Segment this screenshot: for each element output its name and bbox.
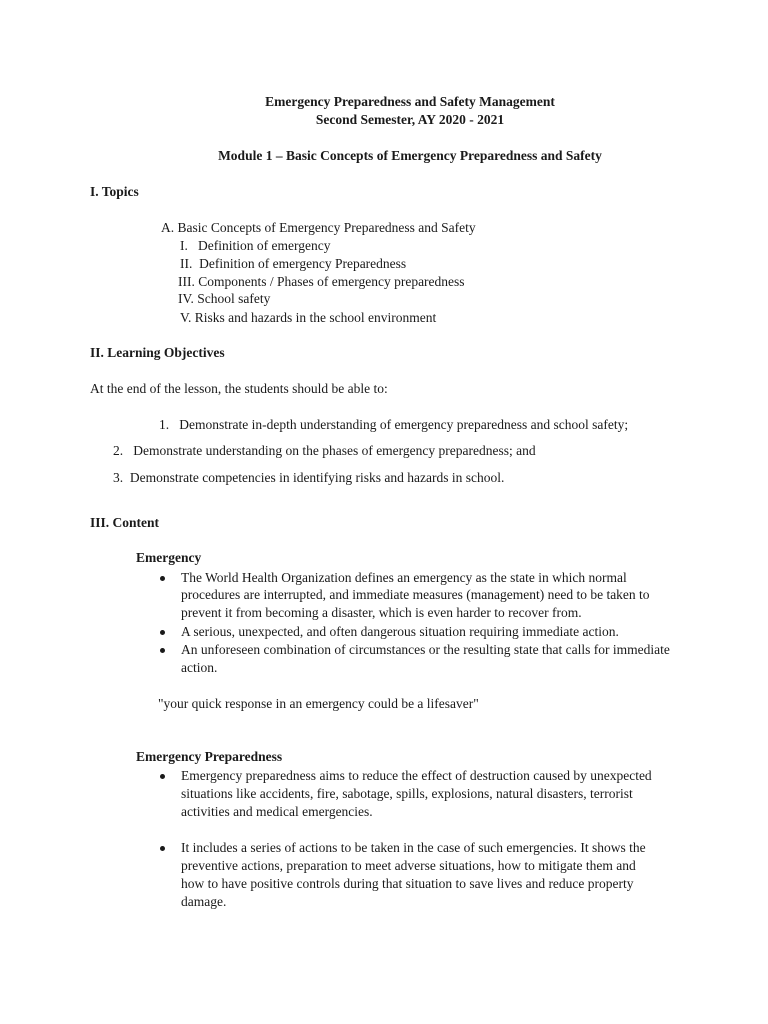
objectives-heading: II. Learning Objectives bbox=[90, 345, 225, 360]
module-title: Module 1 – Basic Concepts of Emergency Preparedness and Safety bbox=[218, 148, 602, 163]
emergency-bullet-1-line-2: procedures are interrupted, and immediate measures (management) need to be taken to bbox=[181, 587, 650, 602]
document-semester: Second Semester, AY 2020 - 2021 bbox=[315, 112, 505, 127]
topic-item: I. Definition of emergency bbox=[180, 238, 331, 253]
objectives-intro: At the end of the lesson, the students should be able to: bbox=[90, 381, 388, 396]
topic-item: II. Definition of emergency Preparedness bbox=[180, 256, 407, 271]
document-title: Emergency Preparedness and Safety Management bbox=[265, 94, 555, 109]
bullet-dot bbox=[160, 774, 165, 779]
topics-main-item: A. Basic Concepts of Emergency Preparedness and Safety bbox=[161, 220, 476, 235]
preparedness-bullet-2-line-3: how to have positive controls during that situation to save lives and reduce property bbox=[181, 876, 634, 891]
preparedness-bullet-2-line-2: preventive actions, preparation to meet adverse situations, how to mitigate them and bbox=[181, 858, 636, 873]
objective-item: 1. Demonstrate in-depth understanding of emergency preparedness and school safety; bbox=[159, 417, 629, 432]
bullet-dot bbox=[160, 648, 165, 653]
emergency-bullet-3-line-1: An unforeseen combination of circumstances or the resulting state that calls for immediate bbox=[181, 642, 670, 657]
topic-item: V. Risks and hazards in the school environment bbox=[180, 310, 437, 325]
preparedness-bullet-1-line-3: activities and medical emergencies. bbox=[181, 804, 373, 819]
emergency-bullet-3-line-2: action. bbox=[181, 660, 218, 675]
preparedness-bullet-2-line-1: It includes a series of actions to be taken in the case of such emergencies. It shows the bbox=[181, 840, 646, 855]
emergency-heading: Emergency bbox=[136, 550, 202, 565]
bullet-dot bbox=[160, 630, 165, 635]
topic-item: IV. School safety bbox=[178, 291, 271, 306]
emergency-bullet-2: A serious, unexpected, and often dangerous situation requiring immediate action. bbox=[181, 624, 619, 639]
preparedness-bullet-1-line-2: situations like accidents, fire, sabotage, spills, explosions, natural disasters, terrorist bbox=[181, 786, 633, 801]
preparedness-bullet-2-line-4: damage. bbox=[181, 894, 227, 909]
content-heading: III. Content bbox=[90, 515, 160, 530]
objective-item: 3. Demonstrate competencies in identifying risks and hazards in school. bbox=[113, 470, 505, 485]
emergency-bullet-1-line-3: prevent it from becoming a disaster, which is even harder to recover from. bbox=[181, 605, 582, 620]
emergency-bullet-1-line-1: The World Health Organization defines an emergency as the state in which normal bbox=[181, 570, 627, 585]
objective-item: 2. Demonstrate understanding on the phases of emergency preparedness; and bbox=[113, 443, 536, 458]
topics-heading: I. Topics bbox=[90, 184, 139, 199]
emergency-quote: "your quick response in an emergency could be a lifesaver" bbox=[158, 696, 479, 711]
preparedness-heading: Emergency Preparedness bbox=[136, 749, 283, 764]
preparedness-bullet-1-line-1: Emergency preparedness aims to reduce the effect of destruction caused by unexpected bbox=[181, 768, 652, 783]
topic-item: III. Components / Phases of emergency preparedness bbox=[178, 274, 465, 289]
bullet-dot bbox=[160, 576, 165, 581]
bullet-dot bbox=[160, 846, 165, 851]
